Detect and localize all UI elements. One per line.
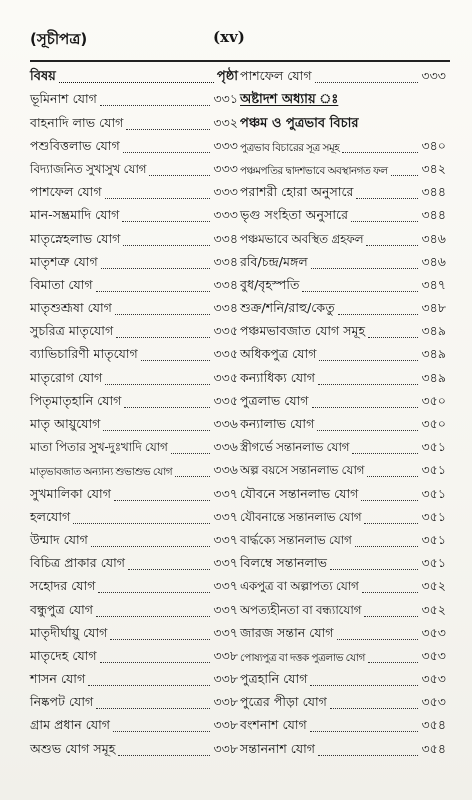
toc-entry — [240, 343, 446, 366]
entry-title: বংশনাশ যোগ — [240, 717, 307, 733]
entry-page: ৩৫১ — [421, 531, 446, 547]
heading-page: পৃষ্ঠা — [216, 69, 238, 85]
entry-title: নিষ্কপট যোগ — [30, 694, 94, 710]
dot-leader — [98, 592, 210, 593]
header-rule — [30, 60, 450, 62]
toc-entry — [240, 251, 446, 274]
toc-entry — [240, 227, 446, 250]
entry-page: ৩৪০ — [421, 137, 446, 153]
entry-page: ৩৩৭ — [213, 601, 238, 617]
entry-title: বুধ/বৃহস্পতি — [240, 276, 300, 292]
entry-title: পোষ্যপুত্র বা দত্তক পুত্রলাভ যোগ — [240, 651, 365, 664]
dot-leader — [356, 198, 418, 199]
entry-page: ৩৩৬ — [213, 416, 238, 431]
entry-title: পঞ্চমপতির দ্বাদশভাবে অবস্থানগত ফল — [240, 164, 388, 177]
toc-entry — [240, 506, 446, 529]
toc-entry — [30, 482, 238, 505]
toc-entry — [240, 413, 446, 436]
dot-leader — [317, 430, 418, 431]
entry-title: অশুভ যোগ সমূহ — [30, 740, 116, 756]
entry-title: পুত্রহানি যোগ — [240, 671, 308, 687]
entry-title: ভৃগু সংহিতা অনুসারে — [240, 207, 349, 223]
entry-title: সন্তাননাশ যোগ — [240, 740, 316, 756]
entry-page: ৩৫১ — [421, 555, 446, 571]
toc-entry — [240, 297, 446, 320]
entry-page: ৩৫১ — [421, 485, 446, 501]
entry-page: ৩৪৯ — [421, 323, 446, 339]
dot-leader — [114, 500, 210, 501]
dot-leader — [330, 708, 419, 709]
entry-title: পুত্রের পীড়া যোগ — [240, 694, 327, 710]
chapter-heading — [240, 88, 446, 111]
entry-title: বন্ধুপুত্র যোগ — [30, 601, 94, 617]
toc-entry — [30, 297, 238, 320]
entry-title: স্ত্রীগর্ভে সন্তানলাভ যোগ — [240, 440, 350, 455]
entry-title: ব্যাভিচারিণী মাতৃযোগ — [30, 346, 138, 362]
toc-entry — [240, 622, 446, 645]
dot-leader — [338, 314, 419, 315]
entry-page: ৩৩৫ — [213, 346, 238, 362]
dot-leader — [319, 360, 418, 361]
dot-leader — [113, 731, 210, 732]
dot-leader — [103, 430, 210, 431]
toc-entry — [240, 274, 446, 297]
toc-entry — [30, 714, 238, 737]
entry-page: ৩৩১ — [213, 91, 238, 107]
dot-leader — [115, 314, 211, 315]
dot-leader — [96, 708, 210, 709]
dot-leader — [101, 268, 211, 269]
toc-entry — [30, 227, 238, 250]
entry-title: শুক্র/শনি/রাহু/কেতু — [240, 300, 335, 316]
toc-entry — [30, 274, 238, 297]
toc-entry — [30, 529, 238, 552]
toc-entry — [30, 204, 238, 227]
toc-entry — [30, 181, 238, 204]
entry-page: ৩৩৮ — [213, 694, 238, 710]
header-section-name: (সূচীপত্র) — [30, 30, 88, 48]
entry-page: ৩৩২ — [213, 114, 238, 130]
entry-title: পাশফেল যোগ — [30, 184, 102, 200]
dot-leader — [126, 129, 210, 130]
toc-entry — [30, 622, 238, 645]
entry-title: বাহনাদি লাভ যোগ — [30, 114, 124, 130]
entry-title: মাতৃদেহ যোগ — [30, 647, 97, 663]
toc-entry — [30, 598, 238, 621]
entry-page: ৩৩৭ — [213, 555, 238, 571]
entry-title: ভূমিনাশ যোগ — [30, 91, 97, 107]
dot-leader — [110, 639, 210, 640]
toc-entry — [30, 737, 238, 760]
toc-entry — [240, 204, 446, 227]
entry-title: সুখমালিকা যোগ — [30, 485, 111, 501]
entry-title: অল্প বয়সে সন্তানলাভ যোগ — [240, 463, 365, 478]
dot-leader — [312, 407, 419, 408]
dot-leader — [96, 616, 210, 617]
toc-entry — [240, 65, 446, 88]
entry-page: ৩৫৪ — [421, 740, 446, 756]
toc-entry — [240, 668, 446, 691]
entry-page: ৩৫৪ — [421, 717, 446, 733]
entry-page: ৩৩৬ — [213, 439, 238, 455]
toc-entry — [30, 251, 238, 274]
entry-page: ৩৩৪ — [213, 230, 238, 246]
entry-page: ৩৩৭ — [213, 508, 238, 524]
entry-page: ৩৫২ — [421, 578, 446, 594]
dot-leader — [315, 82, 419, 83]
toc-entry — [240, 737, 446, 760]
header-page-number: (xv) — [213, 28, 245, 46]
entry-page: ৩৫১ — [421, 508, 446, 524]
toc-entry — [30, 88, 238, 111]
entry-title: মান-সম্ভ্রমাদি যোগ — [30, 207, 120, 223]
entry-page: ৩৫৩ — [421, 671, 446, 687]
entry-page: ৩৪২ — [421, 160, 446, 176]
dot-leader — [91, 546, 211, 547]
toc-entry — [30, 552, 238, 575]
entry-title: যৌবনান্তে সন্তানলাভ যোগ — [240, 509, 362, 524]
entry-page: ৩৩৩ — [213, 137, 238, 153]
dot-leader — [342, 152, 418, 153]
entry-title: বিলম্বে সন্তানলাভ — [240, 555, 328, 571]
entry-page: ৩৫২ — [421, 601, 446, 617]
toc-entry — [30, 343, 238, 366]
toc-left-column — [30, 65, 238, 761]
toc-entry — [240, 482, 446, 505]
entry-title: পাশফেল যোগ — [240, 68, 312, 84]
entry-title: গ্রাম প্রধান যোগ — [30, 717, 110, 733]
page-header — [0, 28, 472, 54]
toc-entry — [240, 366, 446, 389]
toc-entry — [30, 158, 238, 181]
dot-leader — [175, 476, 210, 477]
entry-title: অধিকপুত্র যোগ — [240, 346, 317, 362]
dot-leader — [311, 268, 419, 269]
entry-page: ৩৩৮ — [213, 717, 238, 733]
entry-page: ৩৪৪ — [421, 184, 446, 200]
entry-title: সহোদর যোগ — [30, 578, 96, 594]
dot-leader — [123, 152, 211, 153]
toc-entry — [30, 135, 238, 158]
entry-title: পুত্রভাব বিচারের সূত্র সমূহ — [240, 141, 340, 154]
entry-title: শাসন যোগ — [30, 671, 86, 687]
entry-title: পঞ্চমভাবে অবস্থিত গ্রহফল — [240, 231, 364, 246]
entry-title: মাতা পিতার সুখ-দুঃখাদি যোগ — [30, 440, 168, 455]
dot-leader — [88, 685, 210, 686]
entry-page: ৩৩৩ — [421, 68, 446, 84]
dot-leader — [368, 337, 418, 338]
entry-title: একপুত্র বা অল্পাপত্য যোগ — [240, 579, 359, 594]
entry-title: পঞ্চমভাবজাত যোগ সমূহ — [240, 323, 366, 339]
dot-leader — [100, 105, 211, 106]
toc-column-heading — [30, 65, 238, 88]
entry-page: ৩৪৭ — [421, 276, 446, 292]
dot-leader — [149, 175, 210, 176]
toc-entry — [240, 714, 446, 737]
dot-leader — [118, 755, 210, 756]
dot-leader — [100, 662, 211, 663]
entry-title: যৌবনে সন্তানলাভ যোগ — [240, 485, 359, 501]
dot-leader — [355, 546, 419, 547]
dot-leader — [391, 175, 419, 176]
entry-page: ৩৩৬ — [213, 462, 238, 478]
chapter-subtitle: পঞ্চম ও পুত্রভাব বিচার — [240, 115, 359, 131]
toc-entry — [240, 436, 446, 459]
dot-leader — [171, 453, 211, 454]
dot-leader — [364, 523, 418, 524]
entry-page: ৩৩৭ — [213, 578, 238, 594]
entry-page: ৩৪৮ — [421, 300, 446, 316]
dot-leader — [302, 291, 418, 292]
entry-title: বিমাতা যোগ — [30, 276, 93, 292]
dot-leader — [366, 245, 418, 246]
entry-page: ৩৩৮ — [213, 647, 238, 663]
toc-entry — [240, 575, 446, 598]
entry-title: বিচিত্র প্রাকার যোগ — [30, 555, 125, 571]
dot-leader — [361, 500, 418, 501]
toc-right-column — [240, 65, 446, 761]
entry-page: ৩৪৯ — [421, 346, 446, 362]
toc-entry — [240, 691, 446, 714]
toc-entry — [30, 691, 238, 714]
entry-title: মাতৃভাবজাত অন্যান্য শুভাশুভ যোগ — [30, 466, 173, 479]
toc-entry — [30, 459, 238, 482]
dot-leader — [337, 639, 419, 640]
entry-page: ৩৪৬ — [421, 230, 446, 246]
dot-leader — [73, 523, 210, 524]
toc-entry — [240, 390, 446, 413]
toc-entry — [240, 529, 446, 552]
toc-entry — [30, 390, 238, 413]
dot-leader — [368, 662, 419, 663]
entry-page: ৩৩৫ — [213, 323, 238, 339]
entry-title: মাতৃশুশ্রূষা যোগ — [30, 300, 112, 316]
entry-page: ৩৩৩ — [213, 184, 238, 200]
entry-page: ৩৩৫ — [213, 392, 238, 408]
entry-page: ৩৩৪ — [213, 276, 238, 292]
dot-leader — [105, 198, 211, 199]
entry-title: সুচরিত্র মাতৃযোগ — [30, 323, 114, 339]
dot-leader — [318, 384, 418, 385]
dot-leader — [105, 384, 210, 385]
entry-page: ৩৫৩ — [421, 694, 446, 710]
dot-leader — [364, 616, 418, 617]
entry-page: ৩৪৪ — [421, 207, 446, 223]
toc-entry — [240, 645, 446, 668]
toc-entry — [240, 181, 446, 204]
toc-entry — [30, 645, 238, 668]
chapter-subheading — [240, 111, 446, 134]
entry-page: ৩৫৩ — [421, 647, 446, 663]
entry-title: মাতৃরোগ যোগ — [30, 369, 103, 385]
entry-page: ৩৩৪ — [213, 300, 238, 316]
dot-leader — [116, 337, 210, 338]
dot-leader — [59, 82, 214, 83]
toc-entry — [30, 111, 238, 134]
toc-entry — [30, 413, 238, 436]
entry-page: ৩৫৩ — [421, 624, 446, 640]
entry-title: পশুবিত্তলাভ যোগ — [30, 137, 120, 153]
toc-entry — [240, 552, 446, 575]
dot-leader — [330, 569, 418, 570]
toc-left-entries — [30, 88, 238, 760]
dot-leader — [310, 685, 418, 686]
entry-page: ৩৪৬ — [421, 253, 446, 269]
entry-page: ৩৩৫ — [213, 369, 238, 385]
entry-page: ৩৩৩ — [213, 207, 238, 223]
chapter-title: অষ্টাদশ অধ্যায় ঃ — [240, 92, 339, 108]
toc-entry — [240, 598, 446, 621]
entry-title: পিতৃমাতৃহানি যোগ — [30, 392, 122, 408]
toc-entry — [30, 320, 238, 343]
dot-leader — [310, 731, 419, 732]
entry-page: ৩৫০ — [421, 416, 446, 431]
entry-page: ৩৩৩ — [213, 160, 238, 176]
entry-title: মাতৃশত্রু যোগ — [30, 253, 98, 269]
entry-title: বিদ্যাজনিত সুখাসুখ যোগ — [30, 161, 147, 176]
dot-leader — [124, 407, 210, 408]
dot-leader — [128, 569, 210, 570]
entry-page: ৩৫০ — [421, 392, 446, 408]
entry-page: ৩৩৮ — [213, 671, 238, 687]
entry-page: ৩৩৭ — [213, 531, 238, 547]
entry-title: হলযোগ — [30, 508, 71, 524]
entry-page: ৩৩৭ — [213, 624, 238, 640]
dot-leader — [318, 755, 418, 756]
entry-title: জারজ সন্তান যোগ — [240, 624, 334, 640]
entry-page: ৩৪৯ — [421, 369, 446, 385]
dot-leader — [367, 476, 418, 477]
dot-leader — [96, 291, 211, 292]
entry-title: মাতৃদীর্ঘায়ু যোগ — [30, 624, 108, 640]
toc-entry — [240, 320, 446, 343]
toc-entry — [240, 135, 446, 158]
dot-leader — [122, 221, 210, 222]
entry-title: কন্যালাভ যোগ — [240, 416, 315, 431]
dot-leader — [141, 360, 211, 361]
entry-title: কন্যাধিক্য যোগ — [240, 369, 316, 385]
entry-title: বার্দ্ধক্যে সন্তানলাভ যোগ — [240, 532, 352, 547]
toc-entry — [240, 158, 446, 181]
entry-page: ৩৩৭ — [213, 485, 238, 501]
entry-page: ৩৫১ — [421, 439, 446, 455]
toc-entry — [30, 436, 238, 459]
entry-title: রবি/চন্দ্র/মঙ্গল — [240, 253, 308, 269]
toc-entry — [30, 366, 238, 389]
entry-title: মাতৃস্নেহলাভ যোগ — [30, 230, 121, 246]
toc-entry — [30, 668, 238, 691]
dot-leader — [352, 453, 418, 454]
entry-page: ৩৩৪ — [213, 253, 238, 269]
entry-page: ৩৩৮ — [213, 740, 238, 756]
entry-title: পরাশরী হোরা অনুসারে — [240, 184, 354, 200]
entry-title: অপত্যহীনতা বা বন্ধ্যাযোগ — [240, 602, 362, 617]
toc-entry — [240, 459, 446, 482]
dot-leader — [123, 245, 210, 246]
entry-title: মাতৃ আয়ুযোগ — [30, 416, 101, 431]
entry-page: ৩৫১ — [421, 462, 446, 478]
entry-title: পুত্রলাভ যোগ — [240, 392, 309, 408]
toc-entry — [30, 506, 238, 529]
toc-right-entries — [240, 135, 446, 761]
entry-title: উন্মাদ যোগ — [30, 531, 88, 547]
dot-leader — [362, 592, 419, 593]
toc-entry — [30, 575, 238, 598]
heading-subject: বিষয় — [30, 69, 56, 85]
dot-leader — [351, 221, 418, 222]
